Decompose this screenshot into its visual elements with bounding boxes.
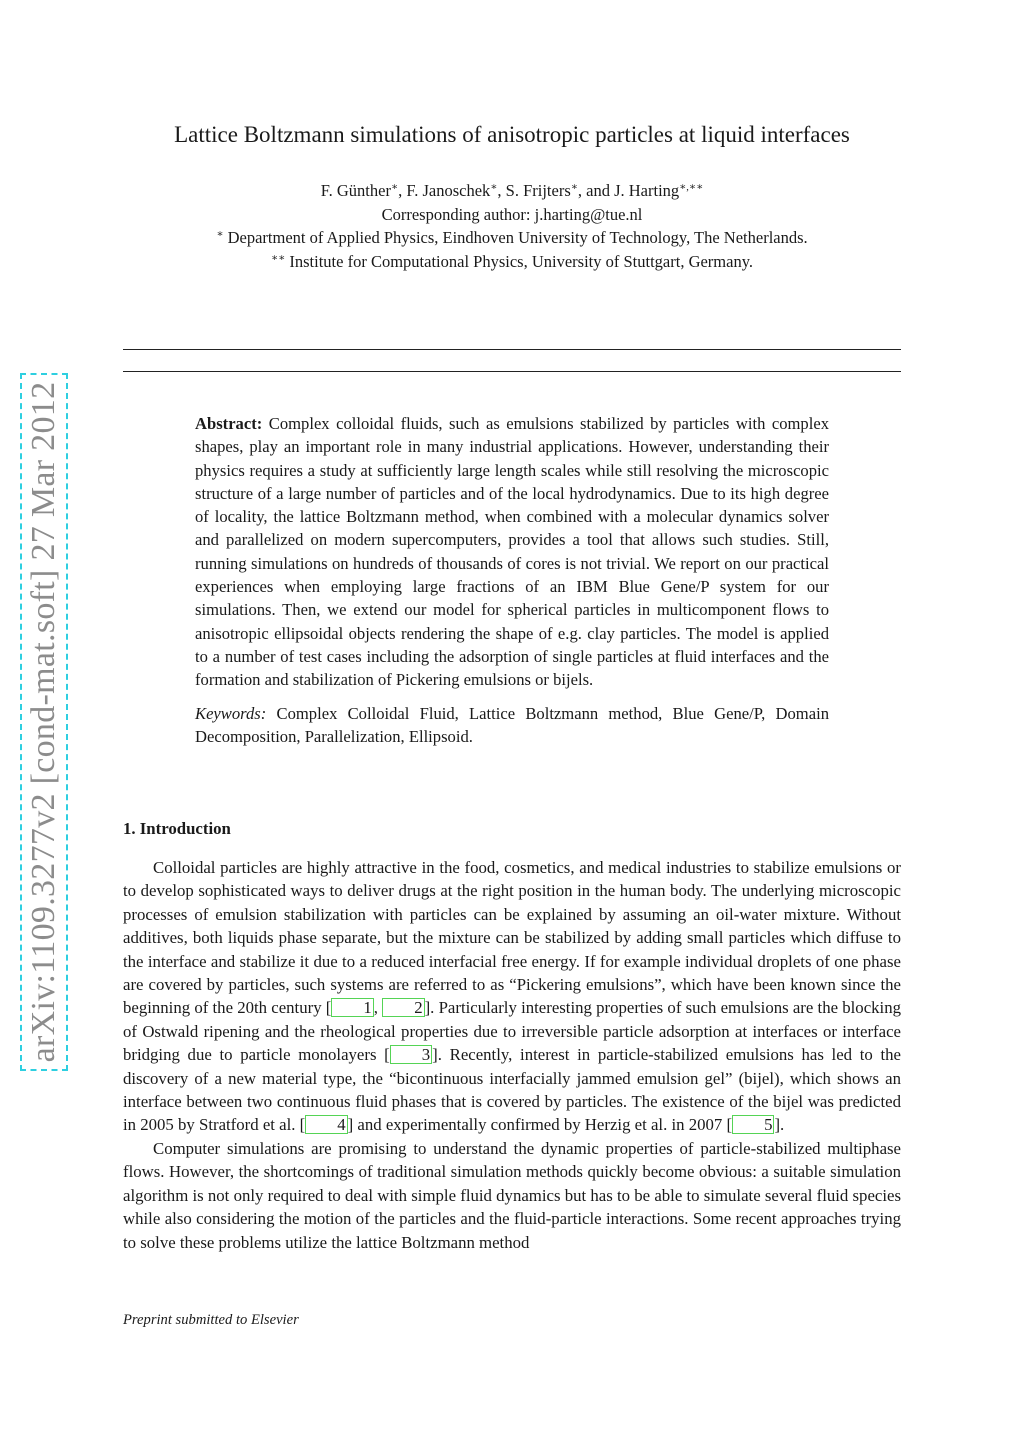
keywords — [195, 702, 829, 749]
citation-link[interactable]: 1 — [331, 998, 373, 1017]
author-list — [0, 179, 1024, 203]
author-name: , F. Janoschek — [398, 181, 491, 200]
arxiv-identifier-text: arXiv:1109.3277v2 [cond-mat.soft] 27 Mar 2012 — [25, 381, 62, 1063]
abstract — [195, 412, 829, 748]
intro-text: ]. Recently, interest in particle-stabilized emulsions has led to the discovery of a new material type, the “bicontinuous interfacially jammed emulsion gel” (bijel), which shows an interface between two continuous fluid phases that is covered by particles. The existence of the bijel was predicted in 2005 by Stratford et al. [ — [123, 1045, 901, 1135]
author-block — [0, 179, 1024, 273]
intro-paragraph-1 — [123, 856, 901, 1137]
affiliation-text: Institute for Computational Physics, University of Stuttgart, Germany. — [285, 251, 754, 271]
arxiv-identifier-stamp[interactable] — [20, 373, 68, 1071]
keywords-text: Complex Colloidal Fluid, Lattice Boltzmann method, Blue Gene/P, Domain Decomposition, Parallelization, Ellipsoid. — [195, 703, 829, 746]
abstract-text: Complex colloidal fluids, such as emulsions stabilized by particles with complex shapes, play an important role in many industrial applications. However, understanding their physics requires a study at sufficiently large length scales while still resolving the microscopic structure of a large number of particles and of the local hydrodynamics. Due to its high degree of locality, the lattice Boltzmann method, when combined with a molecular dynamics solver and parallelized on modern supercomputers, provides a tool that allows such studies. Still, running simulations on hundreds of thousands of cores is not trivial. We report on our practical experiences when employing large fractions of an IBM Blue Gene/P system for our simulations. Then, we extend our model for spherical particles in multicomponent flows to anisotropic ellipsoidal objects rendering the shape of e.g. clay particles. The model is applied to a number of test cases including the adsorption of single particles at fluid interfaces and the formation and stabilization of Pickering emulsions or bijels. — [195, 414, 829, 690]
preprint-footer: Preprint submitted to Elsevier — [123, 1312, 299, 1328]
header-rule-top — [123, 349, 901, 350]
intro-text: Colloidal particles are highly attractive in the food, cosmetics, and medical industries to stabilize emulsions or to develop sophisticated ways to deliver drugs at the right position in the human body. The underlying microscopic processes of emulsion stabilization with particles can be explained by assuming an oil-water mixture. Without additives, both liquids phase separate, but the mixture can be stabilized by adding small particles which diffuse to the interface and stabilize it due to a reduced interfacial free energy. If for example individual droplets of one phase are covered by particles, such systems are referred to as “Pickering emulsions”, which have been known since the beginning of the 20th century [ — [123, 858, 901, 1018]
affiliation-mark: ∗∗ — [270, 252, 286, 264]
corresponding-author: Corresponding author: j.harting@tue.nl — [381, 204, 643, 224]
abstract-label: Abstract: — [195, 414, 263, 433]
affiliation-mark: ∗ — [216, 229, 224, 240]
intro-paragraph-2: Computer simulations are promising to understand the dynamic properties of particle-stabilized multiphase flows. However, the shortcomings of traditional simulation methods quickly become obvious: a suitable simulation algorithm is not only required to deal with simple fluid dynamics but has to be able to simulate several fluid species while also considering the motion of the particles and the fluid-particle interactions. Some recent approaches trying to solve these problems utilize the lattice Boltzmann method — [123, 1138, 901, 1252]
citation-link[interactable]: 3 — [390, 1045, 432, 1064]
intro-text: ] and experimentally confirmed by Herzig et al. in 2007 [ — [347, 1115, 733, 1135]
citation-link[interactable]: 2 — [382, 998, 424, 1017]
affiliation-mark: ∗,∗∗ — [679, 182, 704, 193]
paper-title: Lattice Boltzmann simulations of anisotropic particles at liquid interfaces — [174, 122, 850, 147]
section-heading-introduction: 1. Introduction — [123, 819, 231, 838]
header-rule-bottom — [123, 371, 901, 372]
intro-text: ]. — [774, 1115, 785, 1135]
author-name: , S. Frijters — [497, 181, 571, 200]
affiliation-mark: ∗ — [570, 182, 578, 193]
intro-text: ]. Particularly interesting properties of such emulsions are the blocking of Ostwald ripening and the rheological properties due to irreversible particle adsorption at interfaces or interface bridging due to particle monolayers [ — [123, 998, 901, 1065]
affiliation-text: Department of Applied Physics, Eindhoven University of Technology, The Netherlands. — [223, 228, 808, 247]
introduction-body — [123, 856, 901, 1254]
affiliation-1 — [0, 226, 1024, 250]
affiliation-2 — [0, 250, 1024, 274]
keywords-label: Keywords: — [195, 703, 267, 723]
author-name: , and J. Harting — [577, 181, 680, 200]
affiliation-mark: ∗ — [490, 182, 498, 193]
citation-link[interactable]: 5 — [732, 1115, 774, 1134]
abstract-paragraph — [195, 412, 829, 692]
citation-link[interactable]: 4 — [305, 1115, 347, 1134]
author-name: F. Günther — [320, 181, 391, 200]
affiliation-mark: ∗ — [390, 182, 399, 193]
intro-text: , — [373, 998, 383, 1018]
